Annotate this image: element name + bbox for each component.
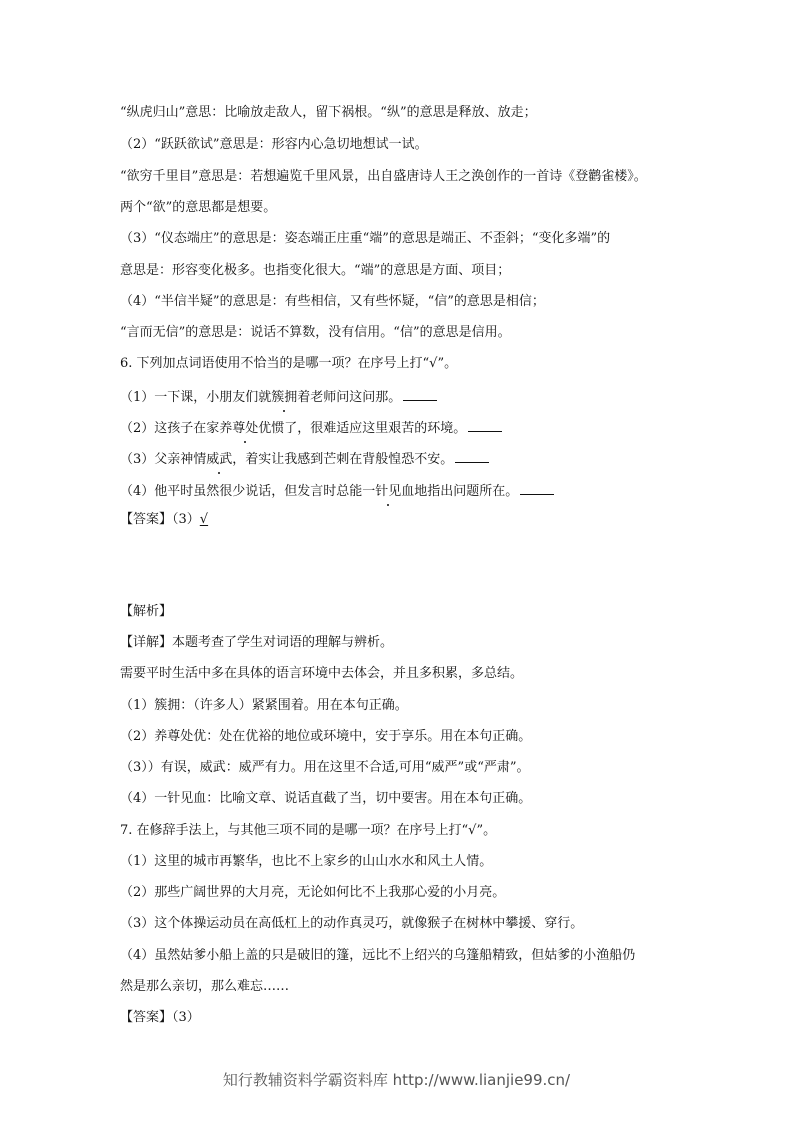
check-mark: √ — [199, 512, 209, 527]
question-6-option-2 — [120, 417, 680, 438]
text-line: “欲穷千里目”意思是：若想遍览千里风景，出自盛唐诗人王之涣创作的一首诗《登鹳雀楼》。 — [120, 169, 647, 184]
dotted-word: 养尊处优 — [219, 421, 272, 436]
question-7-stem: 7. 在修辞手法上，与其他三项不同的是哪一项？在序号上打“√”。 — [120, 823, 497, 838]
answer-blank — [468, 417, 502, 432]
text-line: “纵虎归山”意思：比喻放走敌人，留下祸根。“纵”的意思是释放、放走； — [120, 105, 537, 120]
text-line: （4）“半信半疑”的意思是：有些相信，又有些怀疑，“信”的意思是相信； — [120, 294, 545, 309]
dotted-word: 一针见血 — [362, 484, 415, 499]
analysis-title: 【解析】 — [120, 604, 173, 619]
question-7-option-4: （4）虽然姑爹小船上盖的只是破旧的篷，远比不上绍兴的乌篷船精致，但姑爹的小渔船仍 — [120, 948, 636, 963]
question-7-option-3: （3）这个体操运动员在高低杠上的动作真灵巧，就像猴子在树林中攀援、穿行。 — [120, 916, 584, 931]
question-7-option-4-cont: 然是那么亲切，那么难忘…… — [120, 979, 290, 994]
answer-blank — [403, 386, 437, 401]
dotted-word: 威武 — [206, 452, 233, 467]
option-text: 惯了，很难适应这里艰苦的环境。 — [271, 421, 467, 436]
option-text: 地指出问题所在。 — [414, 484, 519, 499]
answer-number: （3） — [172, 512, 200, 527]
answer-blank — [455, 448, 489, 463]
text-line: 意思是：形容变化极多。也指变化很大。“端”的意思是方面、项目； — [120, 263, 511, 278]
analysis-point-2: （2）养尊处优：处在优裕的地位或环境中，安于享乐。用在本句正确。 — [120, 729, 532, 744]
question-6-option-3 — [120, 448, 680, 469]
question-7-answer: 【答案】（3） — [120, 1010, 200, 1025]
text-line: （3）“仪态端庄”的意思是：姿态端正庄重“端”的意思是端正、不歪斜；“变化多端”的 — [120, 231, 611, 246]
page-footer-link[interactable]: 知行教辅资料学霸资料库 http://www.lianjie99.cn/ — [222, 1071, 571, 1089]
analysis-point-4: （4）一针见血：比喻文章、说话直截了当，切中要害。用在本句正确。 — [120, 791, 532, 806]
option-text: （3）父亲神情 — [120, 452, 207, 467]
text-line: “言而无信”的意思是：说话不算数，没有信用。“信”的意思是信用。 — [120, 325, 511, 340]
question-6-answer — [120, 511, 680, 529]
option-text: （2）这孩子在家 — [120, 421, 220, 436]
question-6-option-1 — [120, 386, 680, 407]
question-7-option-1: （1）这里的城市再繁华，也比不上家乡的山山水水和风土人情。 — [120, 854, 493, 869]
option-text: （1）一下课，小朋友们就 — [120, 390, 272, 405]
analysis-tip: 需要平时生活中多在具体的语言环境中去体会，并且多积累，多总结。 — [120, 666, 524, 681]
dotted-word: 簇拥 — [271, 390, 298, 405]
analysis-detail: 【详解】本题考查了学生对词语的理解与辨析。 — [120, 635, 394, 650]
answer-blank — [520, 480, 554, 495]
analysis-point-1: （1）簇拥：（许多人）紧紧围着。用在本句正确。 — [120, 698, 408, 713]
option-text: 着老师问这问那。 — [297, 390, 402, 405]
question-6-stem: 6. 下列加点词语使用不恰当的是哪一项？在序号上打“√”。 — [120, 356, 458, 371]
answer-label: 【答案】 — [120, 512, 173, 527]
text-line: 两个“欲”的意思都是想要。 — [120, 200, 277, 215]
option-text: ，着实让我感到芒刺在背般惶恐不安。 — [232, 452, 454, 467]
text-line: （2）“跃跃欲试”意思是：形容内心急切地想试一试。 — [120, 137, 428, 152]
question-6-option-4 — [120, 480, 680, 501]
question-7-option-2: （2）那些广阔世界的大月亮，无论如何比不上我那心爱的小月亮。 — [120, 885, 506, 900]
analysis-point-3: （3））有误，威武：威严有力。用在这里不合适,可用“威严”或“严肃”。 — [120, 760, 530, 775]
option-text: （4）他平时虽然很少说话，但发言时总能 — [120, 484, 363, 499]
